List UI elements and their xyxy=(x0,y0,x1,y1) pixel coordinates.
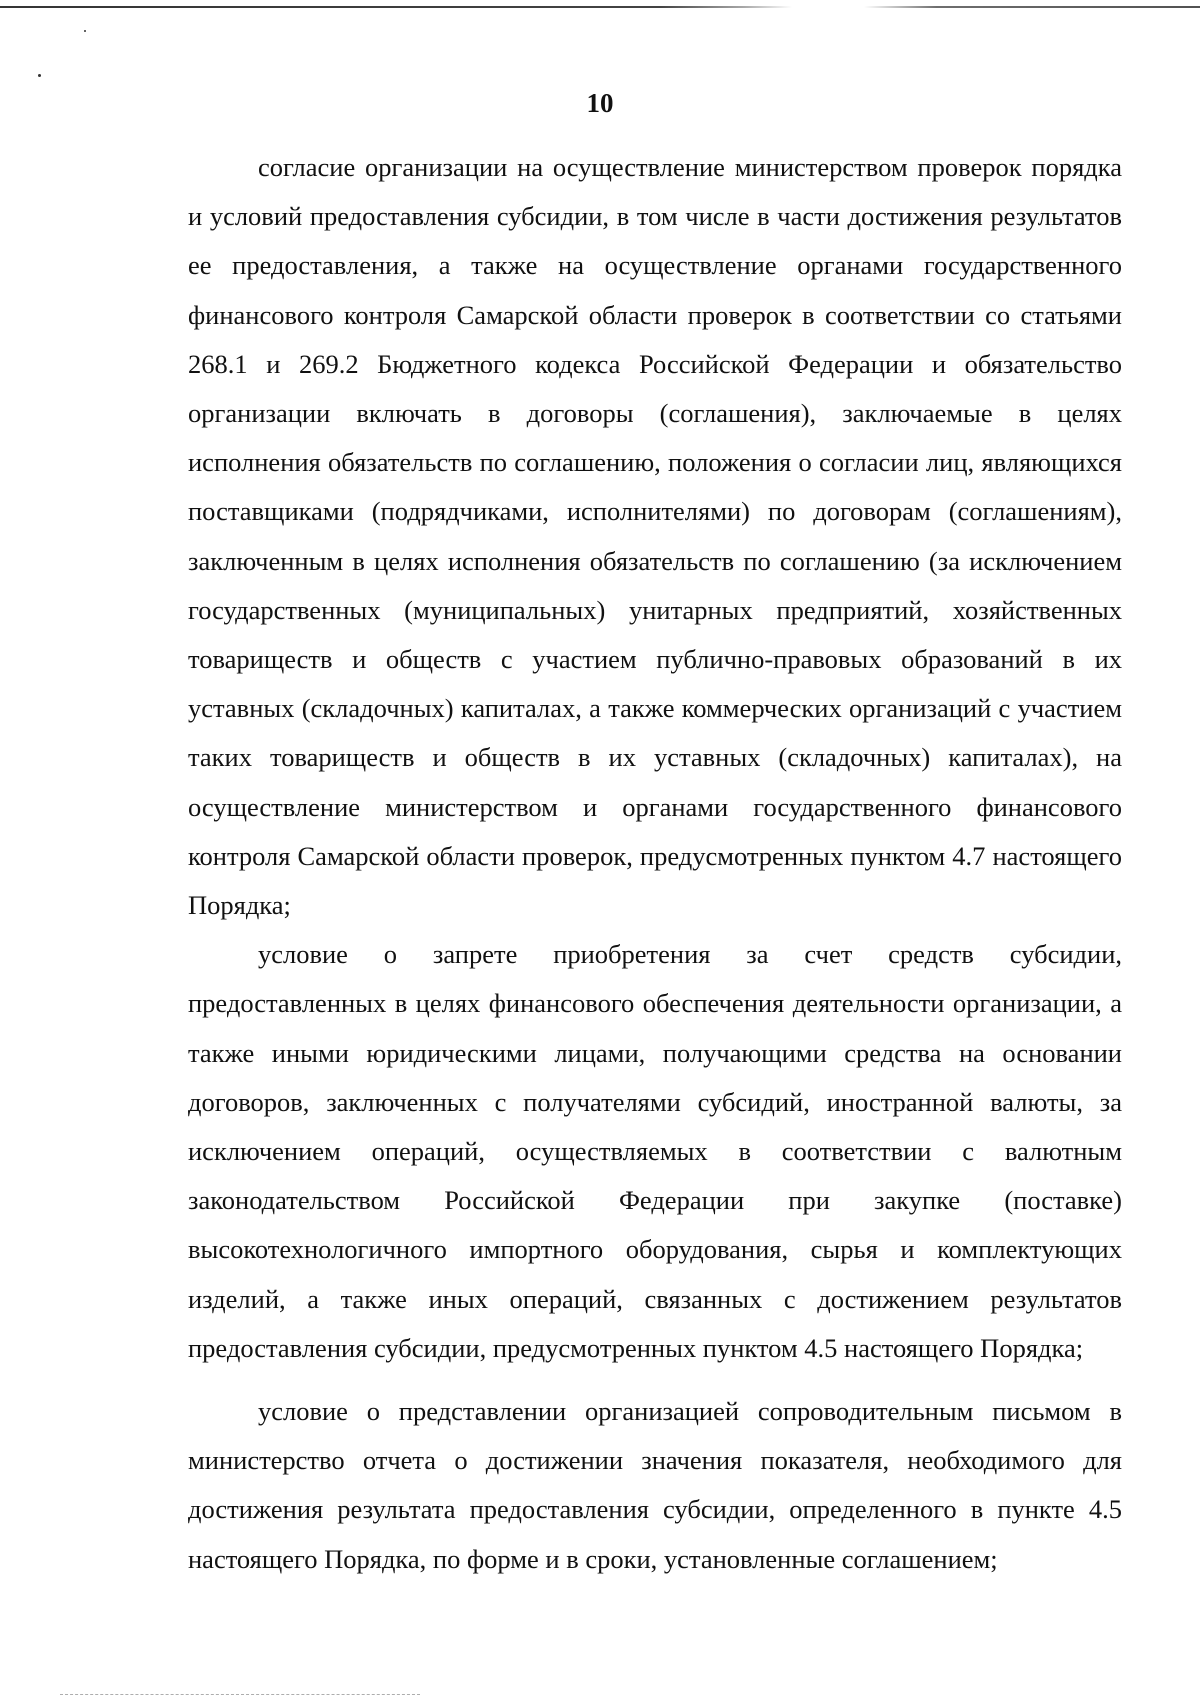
paragraph: условие о представлении организацией сопроводительным письмом в министерство отчета о достижении значения показателя, необходимого для достижения результата предоставления субсидии, определенного в пункте 4.5 настоящего Порядка, по форме и в сроки, установленные соглашением; xyxy=(188,1396,1122,1574)
scan-speck xyxy=(84,30,86,32)
page-number: 10 xyxy=(586,88,614,118)
document-body xyxy=(188,143,1122,1584)
scan-top-edge xyxy=(0,6,1200,8)
scan-bottom-edge xyxy=(60,1694,420,1696)
scan-speck xyxy=(38,74,41,77)
paragraph: согласие организации на осуществление министерством проверок порядка и условий предоставления субсидии, в том числе в части достижения результатов ее предоставления, а также на осуществление органами государственного финансового контроля Самарской области проверок в соответствии со статьями 268.1 и 269.2 Бюджетного кодекса Российской Федерации и обязательство организации включать в договоры (соглашения), заключаемые в целях исполнения обязательств по соглашению, положения о согласии лиц, являющихся поставщиками (подрядчиками, исполнителями) по договорам (соглашениям), заключенным в целях исполнения обязательств по соглашению (за исключением государственных (муниципальных) унитарных предприятий, хозяйственных товариществ и обществ с участием публично-правовых образований в их уставных (складочных) капиталах, а также коммерческих организаций с участием таких товариществ и обществ в их уставных (складочных) капиталах), на осуществление министерством и органами государственного финансового контроля Самарской области проверок, предусмотренных пунктом 4.7 настоящего Порядка; xyxy=(188,152,1122,921)
paragraph: условие о запрете приобретения за счет средств субсидии, предоставленных в целях финансового обеспечения деятельности организации, а также иными юридическими лицами, получающими средства на основании договоров, заключенных с получателями субсидий, иностранной валюты, за исключением операций, осуществляемых в соответствии с валютным законодательством Российской Федерации при закупке (поставке) высокотехнологичного импортного оборудования, сырья и комплектующих изделий, а также иных операций, связанных с достижением результатов предоставления субсидии, предусмотренных пунктом 4.5 настоящего Порядка; xyxy=(188,939,1122,1363)
